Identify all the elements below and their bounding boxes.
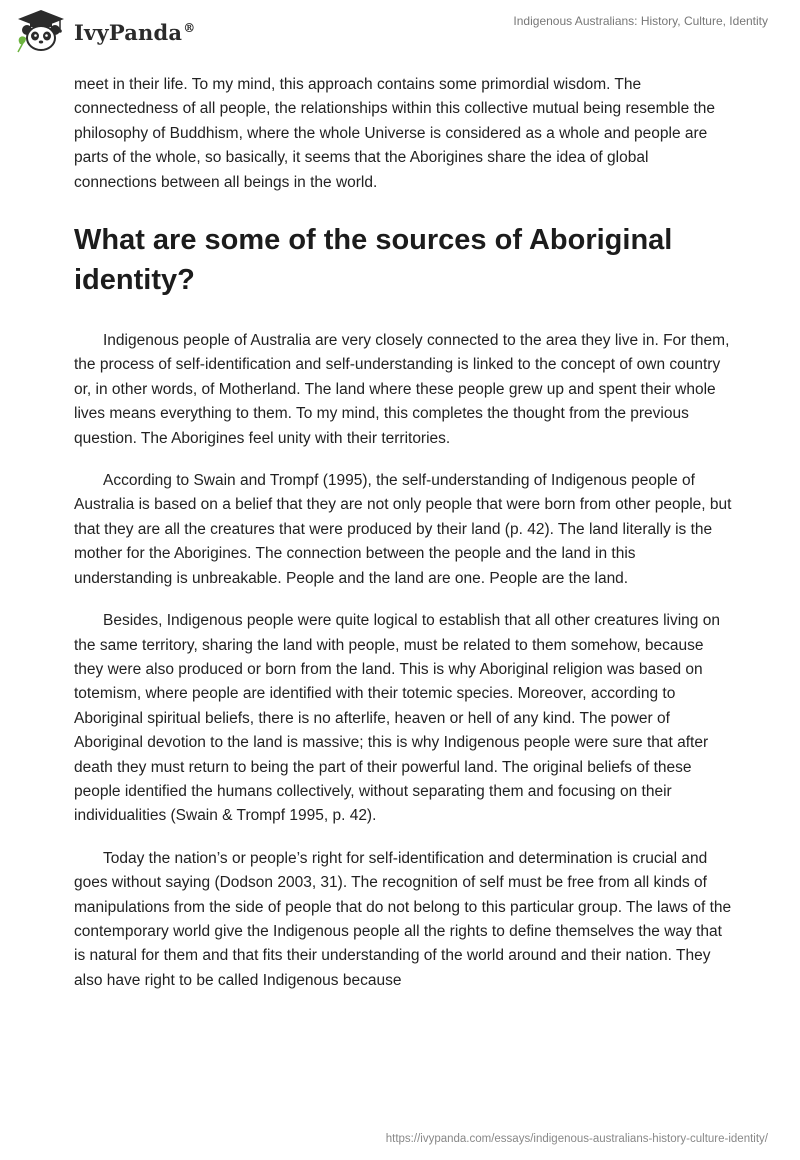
paragraph-2: According to Swain and Trompf (1995), the self-understanding of Indigenous people of Australia is based on a belief that they are not only people that were born from other people, but that they are all the creatures that were produced by their land (p. 42). The land literally is the mother for the Aborigines. The connection between the people and the land in this understanding is unbreakable. People and the land are one. People are the land. (74, 472, 732, 587)
registered-mark: ® (183, 20, 196, 35)
section-heading: What are some of the sources of Aboriginal identity? (74, 224, 673, 297)
brand-name: IvyPanda® (74, 19, 196, 45)
article-body (74, 73, 734, 1011)
ivypanda-logo[interactable] (14, 8, 195, 54)
source-url[interactable]: https://ivypanda.com/essays/indigenous-australians-history-culture-identity/ (385, 1133, 768, 1145)
intro-paragraph: meet in their life. To my mind, this approach contains some primordial wisdom. The connectedness of all people, the relationships within this collective mutual being resemble the philosophy of Buddhism, where the whole Universe is considered as a whole and people are parts of the whole, so basically, it seems that the Aborigines share the idea of global connections between all beings in the world. (74, 76, 716, 191)
paragraph-1: Indigenous people of Australia are very closely connected to the area they live in. For them, the process of self-identification and self-understanding is linked to the concept of own country or, in other words, of Motherland. The land where these people grew up and spent their whole lives means everything to them. To my mind, this completes the thought from the previous question. The Aborigines feel unity with their territories. (74, 332, 730, 447)
page-header (0, 0, 800, 70)
document-title: Indigenous Australians: History, Culture, Identity (513, 14, 768, 28)
paragraph-4: Today the nation’s or people’s right for self-identification and determination is crucial and goes without saying (Dodson 2003, 31). The recognition of self must be free from all kinds of manipulations from the side of people that do not belong to this particular group. The laws of the contemporary world give the Indigenous people all the rights to define themselves the way that is natural for them and that fits their understanding of the world around and their nation. They also have right to be called Indigenous because (74, 849, 732, 989)
panda-graduate-icon (14, 8, 68, 54)
paragraph-3: Besides, Indigenous people were quite logical to establish that all other creatures living on the same territory, sharing the land with people, must be related to them somehow, because they were also produced or born from the land. This is why Aboriginal religion was based on totemism, where people are identified with their totemic species. Moreover, according to Aboriginal spiritual beliefs, there is no afterlife, heaven or hell of any kind. The power of Aboriginal devotion to the land is massive; this is why Indigenous people were sure that after death they must return to being the part of their powerful land. The original beliefs of these people identified the humans collectively, without separating them and focusing on their individualities (Swain & Trompf 1995, p. 42). (74, 612, 720, 825)
